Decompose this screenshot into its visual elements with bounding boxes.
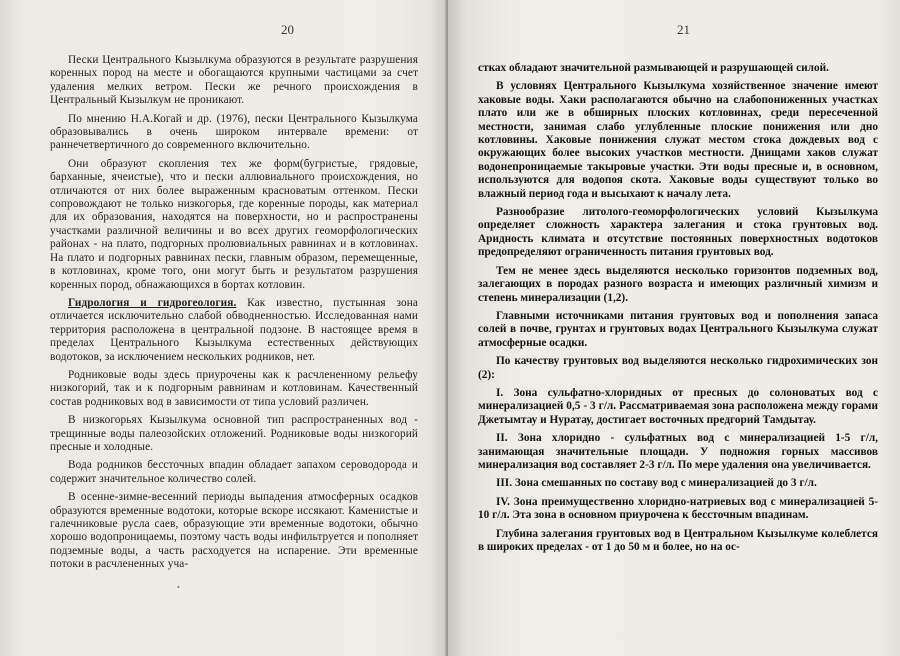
paragraph: В условиях Центрального Кызылкума хозяйственное значение имеют хаковые воды. Хаки располагаются обычно на слабопониженных участках плато или же в обширных плоских котловинах, среди пересеченной местности, занимая слабо углубленные плоские понижения или дно котловины. Хаковые понижения служат местом стока дождевых вод с окружающих более высоких участков местности. Днищами хаков служат водонепроницаемые такыровые участки. Эти воды пресные и, в основном, используются для водопоя скота. Хаковые воды существуют только во влажный период года и высыхают к началу лета. [478,80,878,200]
paper-speck: • [177,583,180,592]
left-page-number: 20 [281,22,294,37]
right-page-number: 21 [677,22,690,37]
paragraph: Родниковые воды здесь приурочены как к расчлененному рельефу низкогорий, так и к подгорным равнинам и котловинам. Качественный состав родниковых вод в зависимости от типа условий различен. [50,368,418,408]
paragraph: Вода родников бессточных впадин обладает запахом сероводорода и содержит значительное количество солей. [50,459,418,485]
zone-paragraph: II. Зона хлоридно - сульфатных вод с минерализацией 1-5 г/л, занимающая значительные площади. У подножия горных массивов минерализация вод составляет 2-3 г/л. По мере удаления она увеличивается. [478,432,878,471]
paragraph: В низкогорьях Кызылкума основной тип распространенных вод - трещинные воды палеозойских отложений. Родниковые воды низкогорий пресные и холодные. [50,414,418,453]
right-page-text [478,62,878,559]
zone-paragraph: IV. Зона преимущественно хлоридно-натриевых вод с минерализацией 5-10 г/л. Эта зона в основном приурочена к бессточным впадинам. [478,495,878,522]
paragraph: Тем не менее здесь выделяются несколько горизонтов подземных вод, залегающих в породах разного возраста и имеющих различный химизм и степень минерализации (1,2). [478,264,878,304]
hydrology-paragraph [50,297,418,364]
hydrology-text: Как известно, пустынная зона отличается исключительно слабой обводненностью. Исследованная нами территория расположена в центральной подзоне. В настоящее время в пределах Центрального Кызылкума естественных действующих водотоков, за исключением нескольких родников, нет. [50,296,418,363]
paragraph: В осенне-зимне-весенний периоды выпадения атмосферных осадков образуются временные водотоки, которые вскоре иссякают. Каменистые и галечниковые русла саев, образующие эти временные водотоки, обычно хорошо водопроницаемы, поэтому часть воды инфильтруется и пополняет подземные воды, а часть расходуется на испарение. Эти временные потоки в расчлененных уча- [50,491,418,571]
paragraph: Разнообразие литолого-геоморфологических условий Кызылкума определяет сложность характера залегания и стока грунтовых вод. Аридность климата и отсутствие постоянных поверхностных водотоков предопределяют ограниченность питания грунтовых вод. [478,206,878,259]
section-heading-hydrology: Гидрология и гидрогеология. [68,296,237,309]
left-page-text [50,54,418,577]
left-page [0,0,448,656]
paragraph: По мнению Н.А.Когай и др. (1976), пески Центрального Кызылкума образовывались в очень широком интервале времени: от раннечетвертичного до современного включительно. [50,112,418,152]
paragraph: Они образуют скопления тех же форм(бугристые, грядовые, барханные, ячеистые), что и пески аллювиального происхождения, но отличаются от них более выраженным красноватым оттенком. Пески сопровождают не только низкогорья, где коренные породы, как материал для их образования, находятся на поверхности, но и распространены участками различной величины и во всех других геоморфологических районах - на плато, подгорных пролювиальных равнинах и в котловинах. На плато и подгорных равнинах пески, главным образом, перемещенные, в котловинах, кроме того, они могут быть и результатом разрушения коренных пород, обнажающихся в бортах котловин. [50,157,418,291]
right-page [448,0,900,656]
paragraph: Пески Центрального Кызылкума образуются в результате разрушения коренных пород на месте и обогащаются крупными частицами за счет удаления мелких ветром. Пески же речного происхождения в Центральный Кызылкум не проникают. [50,54,418,107]
paragraph: По качеству грунтовых вод выделяются несколько гидрохимических зон (2): [478,355,878,381]
zone-paragraph: III. Зона смешанных по составу вод с минерализацией до 3 г/л. [496,477,817,490]
paragraph: Главными источниками питания грунтовых вод и пополнения запаса солей в почве, грунтах и грунтовых водах Центрального Кызылкума служат атмосферные осадки. [478,309,878,349]
zone-paragraph: I. Зона сульфатно-хлоридных от пресных до солоноватых вод с минерализацией 0,5 - 3 г/л. Рассматриваемая зона расположена между горами Джетымтау и Нуратау, достигает восточных предгорий Тамдытау. [478,386,878,426]
paragraph: Глубина залегания грунтовых вод в Центральном Кызылкуме колеблется в широких пределах - от 1 до 50 м и более, но на ос- [478,527,878,553]
paragraph-continuation: стках обладают значительной размывающей и разрушающей силой. [478,62,829,74]
